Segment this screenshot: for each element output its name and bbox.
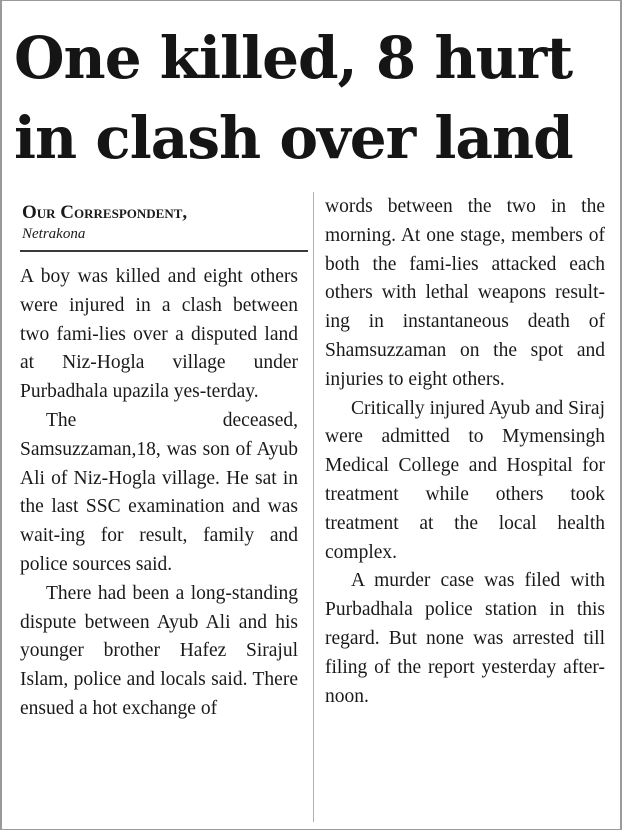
article-column-2 (325, 193, 605, 711)
paragraph: A murder case was filed with Purbadhala police station in this regard. But none was arrested till filing of the report yesterday after-noon. (325, 570, 605, 707)
byline (22, 202, 308, 244)
paragraph: Critically injured Ayub and Siraj were admitted to Mymensingh Medical College and Hospital for treatment while others took treatment at the local health complex. (325, 397, 605, 563)
byline-rule (20, 250, 308, 252)
article-headline: One killed, 8 hurt in clash over land (14, 24, 573, 172)
byline-name: Our Correspondent, (22, 202, 188, 223)
article-column-1 (20, 263, 298, 724)
paragraph: A boy was killed and eight others were injured in a clash between two fami-lies over a disputed land at Niz-Hogla village under Purbadhala upazila yes-terday. (20, 266, 298, 403)
byline-dateline: Netrakona (22, 226, 86, 242)
column-divider (313, 192, 314, 822)
paragraph: There had been a long-standing dispute between Ayub Ali and his younger brother Hafez Sirajul Islam, police and locals said. There ensued a hot exchange of (20, 582, 298, 719)
paragraph: words between the two in the morning. At one stage, members of both the fami-lies attacked each others with lethal weapons result-ing in instantaneous death of Shamsuzzaman on the spot and injuries to eight others. (325, 196, 605, 390)
paragraph: The deceased, Samsuzzaman,18, was son of Ayub Ali of Niz-Hogla village. He sat in the last SSC examination and was wait-ing for result, family and police sources said. (20, 409, 298, 575)
